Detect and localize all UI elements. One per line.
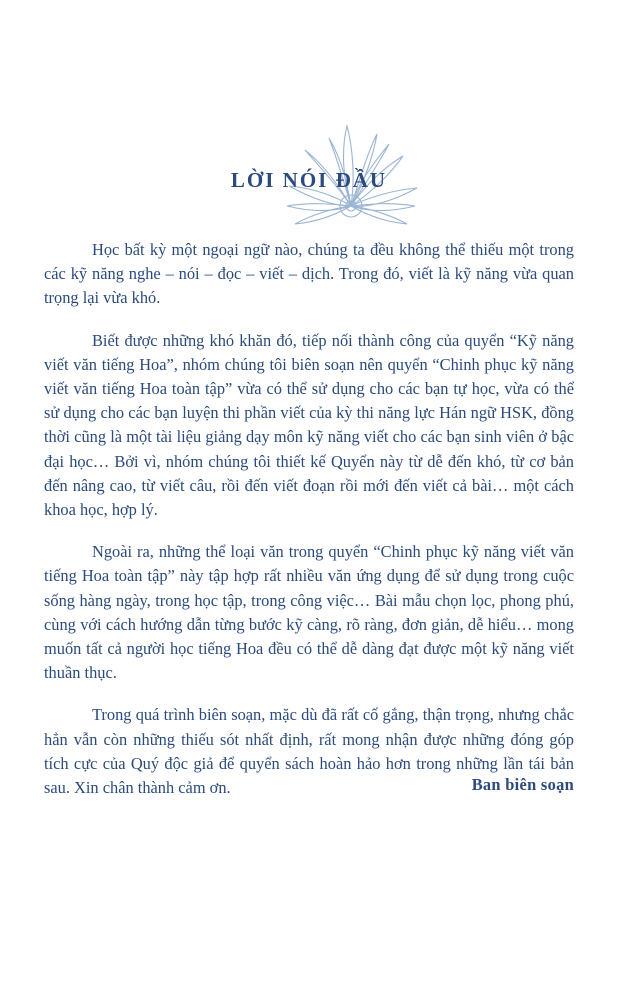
preface-body <box>44 238 574 800</box>
page-title: LỜI NÓI ĐẦU <box>230 168 388 192</box>
paragraph-2: Biết được những khó khăn đó, tiếp nối thành công của quyển “Kỹ năng viết văn tiếng Hoa”, nhóm chúng tôi biên soạn nên quyển “Chinh phục kỹ năng viết văn tiếng Hoa toàn tập” vừa có thể sử dụng cho các bạn tự học, vừa có thể sử dụng cho các bạn luyện thi phần viết của kỳ thi năng lực Hán ngữ HSK, đồng thời cũng là một tài liệu giảng dạy môn kỹ năng viết cho các bạn sinh viên ở bậc đại học… Bởi vì, nhóm chúng tôi thiết kế Quyển này từ dễ đến khó, từ cơ bản đến nâng cao, từ viết câu, rồi đến viết đoạn rồi mới đến viết cả bài… một cách khoa học, hợp lý. <box>44 330 574 520</box>
signature: Ban biên soạn <box>471 775 574 794</box>
paragraph-1: Học bất kỳ một ngoại ngữ nào, chúng ta đều không thể thiếu một trong các kỹ năng nghe – nói – đọc – viết – dịch. Trong đó, viết là kỹ năng vừa quan trọng lại vừa khó. <box>44 240 574 308</box>
paragraph-3: Ngoài ra, những thể loại văn trong quyển “Chinh phục kỹ năng viết văn tiếng Hoa toàn tập” này tập hợp rất nhiều văn ứng dụng để sử dụng trong cuộc sống hàng ngày, trong học tập, trong công việc… Bài mẫu chọn lọc, phong phú, cùng với cách hướng dẫn từng bước kỹ càng, rõ ràng, đơn giản, dễ hiểu… mong muốn tất cả người học tiếng Hoa đều có thể dễ dàng đạt được một kỹ năng viết thuần thục. <box>44 542 574 683</box>
paragraph-4: Trong quá trình biên soạn, mặc dù đã rất cố gắng, thận trọng, nhưng chắc hẳn vẫn còn những thiếu sót nhất định, rất mong nhận được những đóng góp tích cực của Quý độc giả để quyển sách hoàn hảo hơn trong những lần tái bản sau. Xin chân thành cảm ơn. <box>44 705 574 798</box>
